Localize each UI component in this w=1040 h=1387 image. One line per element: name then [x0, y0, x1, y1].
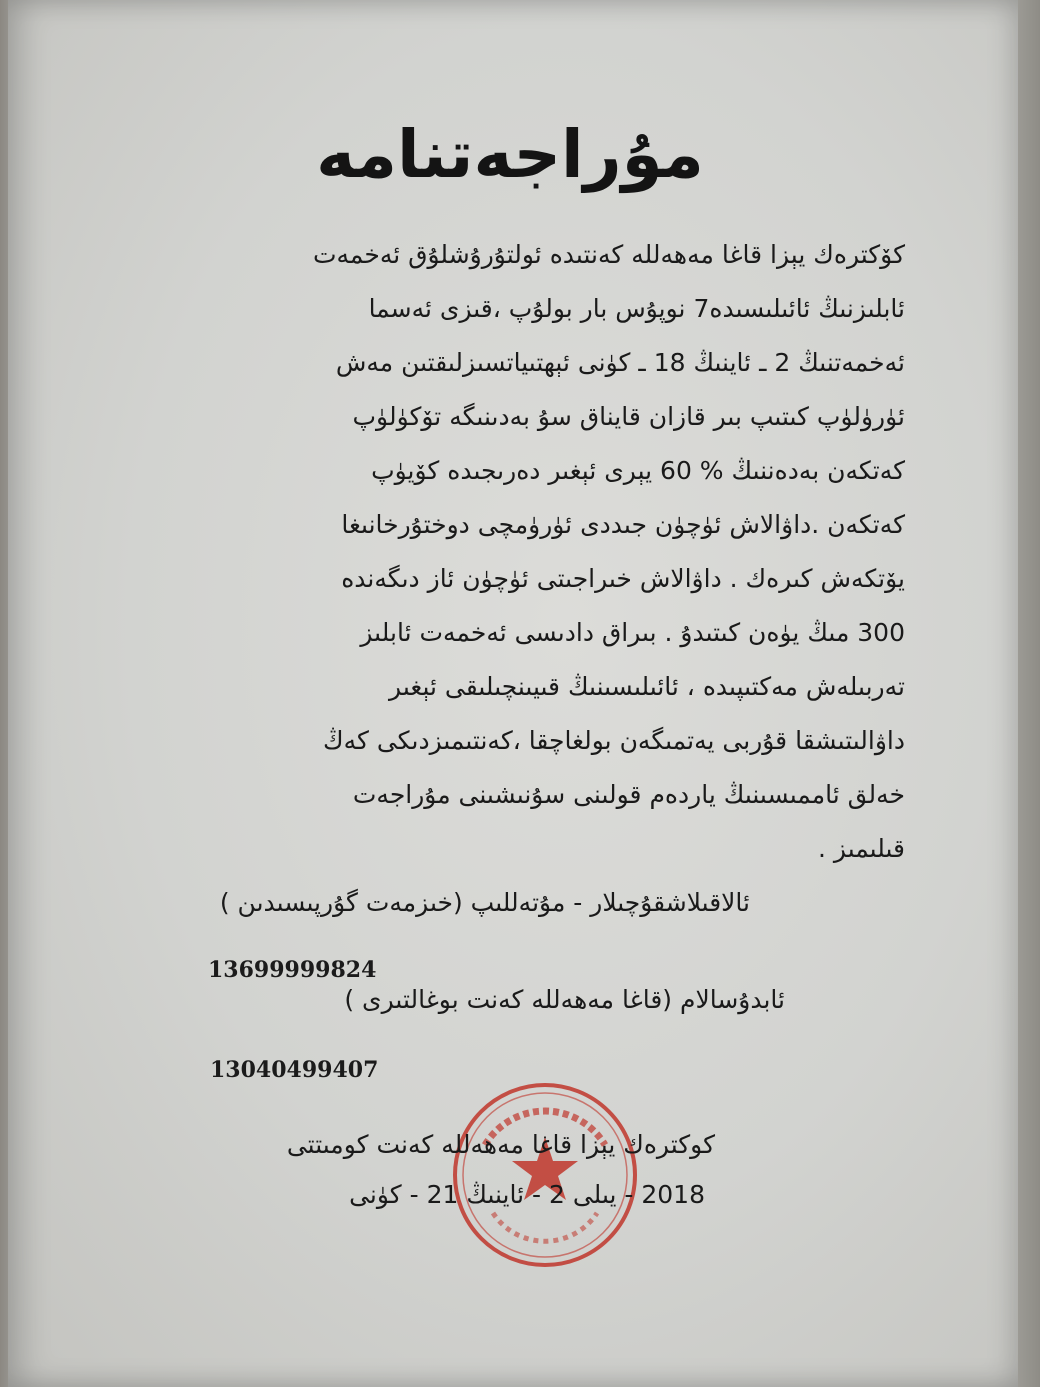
- issue-date: 2018 - يىلى 2 - ئاينىڭ 21 - كۈنى: [349, 1180, 705, 1209]
- body-line: داۋالىتىشقا قۇربى يەتمىگەن بولغاچقا ،كەنتىمىزدىكى كەڭ: [322, 726, 905, 755]
- document-title: مۇراجەتنامە: [316, 116, 704, 193]
- issuer-name: كوكترەك يېزا قاغا مەھەللە كەنت كومىتتى: [286, 1130, 715, 1159]
- body-line: ئابلىزنىڭ ئائىلىسىدە7 نوپۇس بار بولۇپ ،قىزى ئەسما: [368, 294, 905, 323]
- contact-2-name: ئابدۇسالام (قاغا مەھەللە كەنت بوغالتىرى ): [344, 985, 785, 1014]
- body-line: ئۈرۈلۈپ كىتىپ بىر قازان قايناق سۇ بەدىنىگە تۆكۈلۈپ: [352, 402, 905, 431]
- body-line: خەلق ئاممىسىنىڭ ياردەم قولىنى سۇنىشىنى مۇراجەت: [352, 780, 905, 809]
- body-line: قىلىمىز .: [818, 834, 905, 863]
- contact-1-name: ئالاقىلاشقۇچىلار - مۇتەللىپ (خىزمەت گۇرپىسىدىن ): [219, 888, 750, 917]
- body-line: كۆكترەك يېزا قاغا مەھەللە كەنتىدە ئولتۇرۇشلۇق ئەخمەت: [312, 240, 905, 269]
- body-line: تەربىلەش مەكتىپىدە ، ئائىلىسىنىڭ قىيىنچىلىقى ئېغىر: [389, 672, 905, 701]
- document-body: [175, 228, 905, 876]
- body-line: يۆتكەش كىرەك . داۋالاش خىراجىتى ئۈچۈن ئاز دىگەندە: [341, 564, 905, 593]
- contact-2-phone: 13040499407: [210, 1057, 379, 1083]
- body-line: 300 مىڭ يۈەن كىتىدۇ . بىراق دادىسى ئەخمەت ئابلىز: [360, 618, 905, 647]
- body-line: كەتكەن .داۋالاش ئۈچۈن جىددى ئۈرۈمچى دوختۇرخانىغا: [341, 510, 905, 539]
- body-line: ئەخمەتنىڭ 2 ـ ئاينىڭ 18 ـ كۈنى ئېھتىياتسىزلىقتىن مەش: [335, 348, 905, 377]
- body-line: كەتكەن بەدەننىڭ % 60 يېرى ئېغىر دەرىجىدە كۆيۈپ: [371, 456, 905, 485]
- official-red-seal-icon: [445, 1075, 645, 1275]
- contact-1-phone: 13699999824: [208, 957, 377, 983]
